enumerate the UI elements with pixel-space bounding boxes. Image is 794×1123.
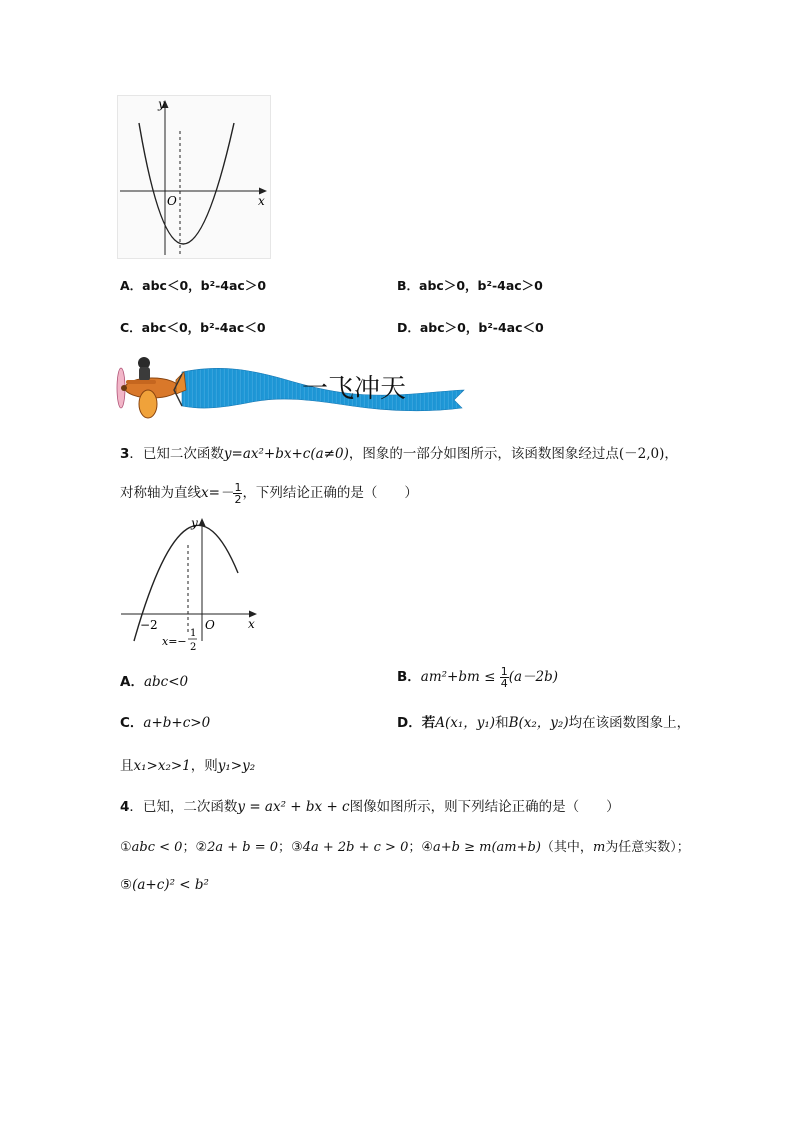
q3-axis-den: 2 xyxy=(234,492,242,506)
axis-label: x=− xyxy=(162,635,187,648)
graph-frame xyxy=(118,96,271,259)
q4-mark-4: ④ xyxy=(421,840,434,855)
q3-option-d-cond: x₁>x₂>1 xyxy=(133,758,191,774)
q3-function: y=ax²+bx+c(a≠0) xyxy=(223,446,349,462)
q4-mark-5: ⑤ xyxy=(120,877,133,893)
q4-mark-2: ② xyxy=(195,840,208,855)
q3-point: (－2,0) xyxy=(618,446,665,462)
q3-option-d-line-2 xyxy=(120,754,255,774)
q3-option-b-num: 1 xyxy=(500,664,508,678)
q3-axis-eq: x=－ xyxy=(201,485,234,501)
origin-label: O xyxy=(205,618,215,632)
q3-option-b-prefix: B． xyxy=(397,669,421,685)
axis-label-den: 2 xyxy=(190,642,197,653)
q4-note-b: 为任意实数）； xyxy=(605,840,690,855)
q4-note-m: m xyxy=(592,840,606,855)
q3-option-c-expr: a+b+c>0 xyxy=(143,715,211,731)
x-label: x xyxy=(248,617,255,631)
section-banner xyxy=(112,350,468,420)
q3-option-b-fraction xyxy=(500,666,509,689)
q2-option-b: B．abc＞0，b²-4ac＞0 xyxy=(397,278,543,293)
q3-option-a-expr: abc<0 xyxy=(143,674,189,690)
q4-statement-5: (a+c)² < b² xyxy=(132,877,209,893)
q4-statement-1: abc < 0 xyxy=(131,840,183,855)
q3-option-b xyxy=(397,665,558,689)
x-label: x xyxy=(258,194,265,208)
origin-label: O xyxy=(167,194,177,208)
q4-sep-3: ； xyxy=(408,840,422,855)
q2-option-a: A．abc＜0，b²-4ac＞0 xyxy=(120,278,267,293)
q4-number: 4 xyxy=(120,799,130,815)
q2-option-d: D．abc＞0，b²-4ac＜0 xyxy=(397,320,544,335)
q3-option-d-and: 和 xyxy=(495,715,509,731)
q3-line-1 xyxy=(120,442,678,462)
q3-option-d-rest: 均在该函数图象上， xyxy=(568,715,691,731)
q3-text-b: ，图象的一部分如图所示，该函数图象经过点 xyxy=(348,446,619,462)
q3-option-d-prefix: D．若 xyxy=(397,715,436,731)
q3-option-d-point-b: B(x₂，y₂) xyxy=(508,715,569,731)
parabola-graph-2 xyxy=(118,513,263,655)
y-label: y xyxy=(158,97,165,111)
q4-mark-1: ① xyxy=(120,840,132,855)
q4-function: y = ax² + bx + c xyxy=(237,799,350,815)
q3-option-b-den: 4 xyxy=(500,676,508,690)
banner-title: 一飞冲天 xyxy=(302,374,407,404)
q3-option-b-expr2: (a－2b) xyxy=(508,669,559,685)
axis-label-num: 1 xyxy=(190,628,197,639)
y-label: y xyxy=(191,516,198,530)
q3-option-d-result: y₁>y₂ xyxy=(217,758,256,774)
q4-line-1 xyxy=(120,795,620,815)
q3-line-2 xyxy=(120,481,418,505)
q2-option-c: C．abc＜0，b²-4ac＜0 xyxy=(120,320,266,335)
q3-text-e: ，下列结论正确的是（ ） xyxy=(242,485,418,501)
q4-statement-3: 4a + 2b + c > 0 xyxy=(302,840,409,855)
tick-label-minus-2: −2 xyxy=(140,618,158,632)
q3-number: 3 xyxy=(120,446,130,462)
q3-option-d xyxy=(397,711,690,731)
q4-sep-1: ； xyxy=(182,840,196,855)
q3-option-a-prefix: A． xyxy=(120,674,144,690)
q4-mark-3: ③ xyxy=(291,840,303,855)
q4-statements-line xyxy=(120,836,690,855)
q3-axis-num: 1 xyxy=(234,480,242,494)
q3-option-b-expr1: am²+bm ≤ xyxy=(420,669,500,685)
q3-option-c xyxy=(120,711,210,731)
q3-text-a: ．已知二次函数 xyxy=(129,446,224,462)
q3-option-a xyxy=(120,670,188,690)
q4-note-a: （其中， xyxy=(540,840,593,855)
q3-option-d-line2-b: ，则 xyxy=(190,758,218,774)
q4-statement-4: a+b ≥ m(am+b) xyxy=(433,840,541,855)
parabola-graph-1 xyxy=(117,95,272,260)
q3-text-d: 对称轴为直线 xyxy=(120,485,201,501)
q3-option-d-point-a: A(x₁，y₁) xyxy=(435,715,496,731)
q4-sep-2: ； xyxy=(278,840,292,855)
q3-option-d-line2-a: 且 xyxy=(120,758,134,774)
q4-text-b: 图像如图所示，则下列结论正确的是（ ） xyxy=(349,799,620,815)
q4-text-a: ．已知，二次函数 xyxy=(129,799,238,815)
q3-option-c-prefix: C． xyxy=(120,715,144,731)
q4-statement-2: 2a + b = 0 xyxy=(207,840,279,855)
q3-text-c: ， xyxy=(664,446,678,462)
q4-statement-5-line xyxy=(120,877,209,893)
